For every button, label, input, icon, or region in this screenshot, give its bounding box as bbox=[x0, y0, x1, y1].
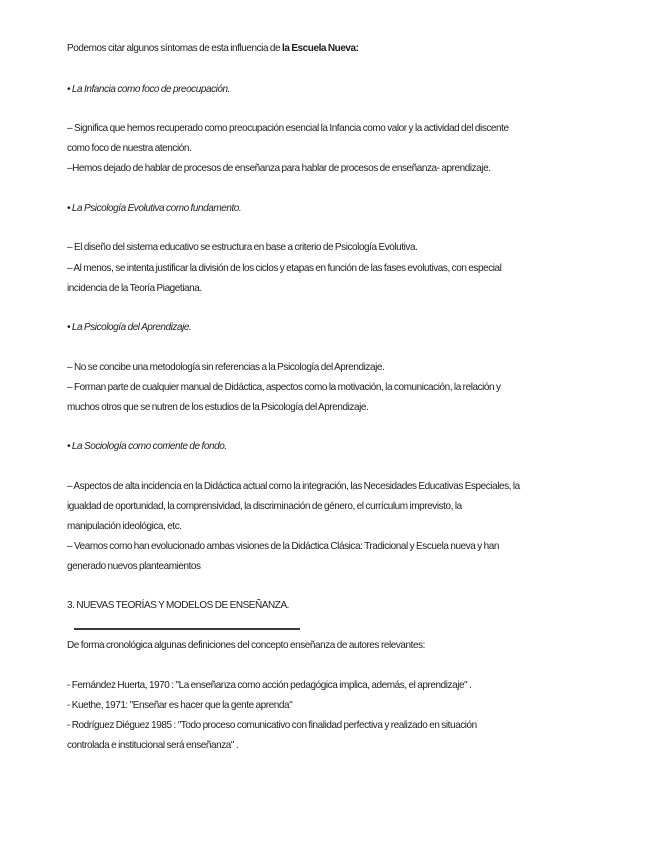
paragraph-line: – Significa que hemos recuperado como preocupación esencial la Infancia como valor y la actividad del discente bbox=[67, 123, 509, 134]
intro-text: Podemos citar algunos síntomas de esta influencia de bbox=[67, 43, 283, 54]
paragraph-line: manipulación ideológica, etc. bbox=[67, 521, 182, 532]
section-heading-infancia: • La Infancia como foco de preocupación. bbox=[67, 84, 231, 95]
definition-line: controlada e institucional será enseñanza" . bbox=[67, 740, 239, 751]
paragraph-line: generado nuevos planteamientos bbox=[67, 561, 201, 572]
section-heading-psicologia-aprendizaje: • La Psicología del Aprendizaje. bbox=[67, 322, 192, 333]
definition-line: - Fernández Huerta, 1970 : "La enseñanza como acción pedagógica implica, además, el aprendizaje" . bbox=[67, 680, 472, 691]
intro-line bbox=[67, 42, 359, 55]
paragraph-line: – Veamos como han evolucionado ambas visiones de la Didáctica Clásica: Tradicional y Escuela nueva y han bbox=[67, 541, 500, 552]
horizontal-rule bbox=[74, 628, 300, 630]
definition-line: - Kuethe, 1971: "Enseñar es hacer que la gente aprenda" bbox=[67, 700, 293, 711]
intro-bold: la Escuela Nueva: bbox=[282, 43, 359, 54]
paragraph-line: como foco de nuestra atención. bbox=[67, 143, 192, 154]
section-heading-sociologia: • La Sociología como corriente de fondo. bbox=[67, 441, 227, 452]
paragraph-line: igualdad de oportunidad, la comprensividad, la discriminación de género, el currículum imprevisto, la bbox=[67, 501, 462, 512]
section-heading-nuevas-teorias: 3. NUEVAS TEORÍAS Y MODELOS DE ENSEÑANZA. bbox=[67, 600, 290, 611]
paragraph-line: De forma cronológica algunas definiciones del concepto enseñanza de autores relevantes: bbox=[67, 640, 425, 651]
paragraph-line: incidencia de la Teoría Piagetiana. bbox=[67, 283, 202, 294]
paragraph-line: –Hemos dejado de hablar de procesos de enseñanza para hablar de procesos de enseñanza- aprendizaje. bbox=[67, 163, 491, 174]
paragraph-line: – No se concibe una metodología sin referencias a la Psicología del Aprendizaje. bbox=[67, 362, 385, 373]
paragraph-line: – El diseño del sistema educativo se estructura en base a criterio de Psicología Evolutiva. bbox=[67, 242, 418, 253]
paragraph-line: muchos otros que se nutren de los estudios de la Psicología del Aprendizaje. bbox=[67, 402, 369, 413]
paragraph-line: – Aspectos de alta incidencia en la Didáctica actual como la integración, las Necesidades Educativas Especiales, la bbox=[67, 481, 520, 492]
paragraph-line: – Forman parte de cualquier manual de Didáctica, aspectos como la motivación, la comunicación, la relación y bbox=[67, 382, 501, 393]
section-heading-psicologia-evolutiva: • La Psicología Evolutiva como fundamento. bbox=[67, 203, 242, 214]
definition-line: - Rodríguez Diéguez 1985 : "Todo proceso comunicativo con finalidad perfectiva y realizado en situación bbox=[67, 720, 477, 731]
paragraph-line: – Al menos, se intenta justificar la división de los ciclos y etapas en función de las fases evolutivas, con especial bbox=[67, 263, 502, 274]
